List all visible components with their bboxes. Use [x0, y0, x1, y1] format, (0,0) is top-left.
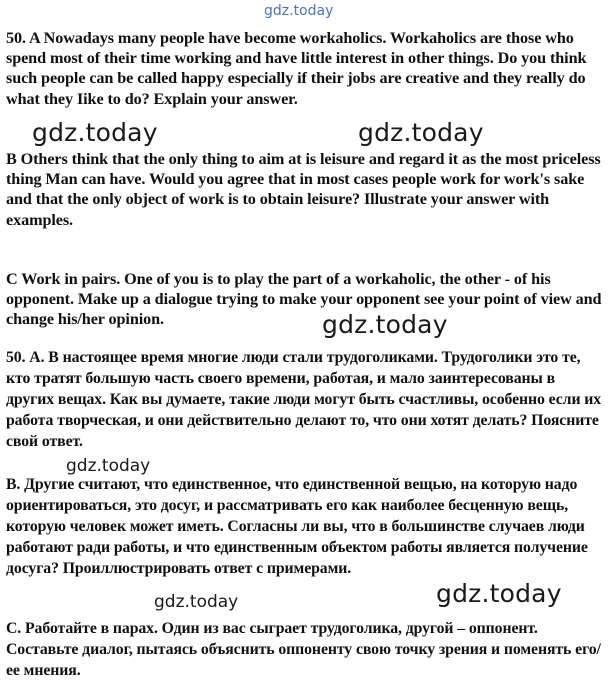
watermark-ru-a: gdz.today — [66, 456, 151, 476]
watermark-ru-b: gdz.today — [154, 592, 239, 612]
exercise-50a-english: 50. A Nowadays many people have become workaholics. Workaholics are those who spend most of their time working and have little interest in other things. Do you think such people can be called happy especially if their jobs are creative and they really do what they Iike to do? Explain your answer. — [6, 29, 587, 108]
exercise-50a-russian: 50. А. В настоящее время многие люди стали трудоголиками. Трудоголики это те, кто тратят большую часть своего времени, работая, и мало заинтересованы в других вещах. Как вы думаете, такие люди могут быть счастливы, особенно если их работа творческая, и они действительно делают то, что они хотят делать? Поясните свой ответ. — [6, 349, 602, 450]
watermark-left: gdz.today — [32, 118, 158, 147]
exercise-c-russian: С. Работайте в парах. Один из вас сыграет трудоголика, другой – оппонент. Составьте диалог, пытаясь объяснить оппоненту свою точку зрения и поменять его/ее мнения. — [6, 620, 601, 679]
watermark-ru-c: gdz.today — [436, 579, 562, 608]
exercise-b-english: B Others think that the only thing to aim at is leisure and regard it as the most priceless thing Man can have. Would you agree that in most cases people work for work's sake and that the only object of work is to obtain leisure? Illustrate your answer with examples. — [6, 150, 601, 229]
watermark-top: gdz.today — [264, 3, 334, 19]
exercise-c-english: C Work in pairs. One of you is to play the part of a workaholic, the other - of his opponent. Make up a dialogue trying to make your opponent see your point of view and change his/her opinion. — [6, 270, 602, 329]
exercise-b-russian: В. Другие считают, что единственное, что единственной вещью, на которую надо ориентироваться, это досуг, и рассматривать его как наиболее бесценную вещь, которую человек может иметь. Согласны ли вы, что в большинстве случаев люди работают ради работы, и что единственным объектом работы является получение досуга? Проиллюстрировать ответ с примерами. — [6, 476, 588, 577]
watermark-mid: gdz.today — [322, 310, 448, 339]
watermark-right: gdz.today — [358, 118, 484, 147]
